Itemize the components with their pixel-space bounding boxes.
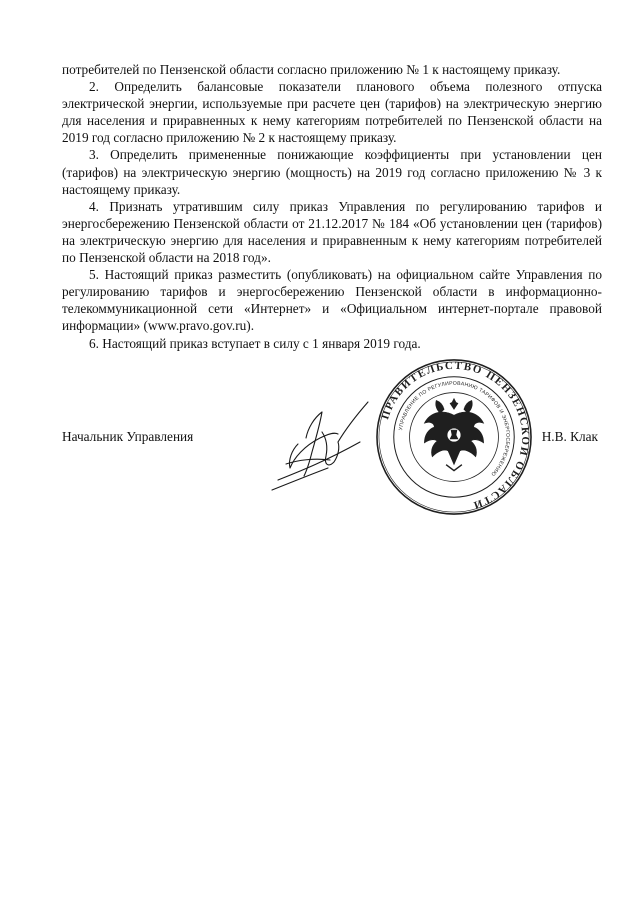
paragraph-item-4: 4. Признать утратившим силу приказ Управления по регулированию тарифов и энергосбережению Пензенской области от 21.12.2017 № 184 «Об установлении цен (тарифов) на электрическую энергию для населения и приравненным к нему категориям потребителей по Пензенской области на 2018 год». [62, 198, 602, 266]
paragraph-item-3: 3. Определить примененные понижающие коэффициенты при установлении цен (тарифов) на электрическую энергию (мощность) на 2019 год согласно приложению № 3 к настоящему приказу. [62, 147, 602, 197]
signer-name: Н.В. Клак [541, 429, 598, 444]
paragraph-continuation: потребителей по Пензенской области согласно приложению № 1 к настоящему приказу. [62, 62, 561, 77]
signature-block [62, 428, 602, 448]
order-body [62, 61, 602, 352]
paragraph-item-6: 6. Настоящий приказ вступает в силу с 1 января 2019 года. [89, 335, 421, 351]
paragraph-item-2: 2. Определить балансовые показатели планового объема полезного отпуска электрической энергии, используемые при расчете цен (тарифов) на электрическую энергию для населения и приравненных к нему категориям потребителей по Пензенской области на 2019 год согласно приложению № 2 к настоящему приказу. [62, 79, 602, 146]
signer-position: Начальник Управления [62, 429, 194, 444]
seal-outer-text: ПРАВИТЕЛЬСТВО ПЕНЗЕНСКОЙ ОБЛАСТИ [379, 359, 532, 512]
seal-inner-text: УПРАВЛЕНИЕ ПО РЕГУЛИРОВАНИЮ ТАРИФОВ И ЭНЕРГОСБЕРЕЖЕНИЮ [398, 380, 511, 478]
paragraph-item-5: 5. Настоящий приказ разместить (опубликовать) на официальном сайте Управления по регулированию тарифов и энергосбережению Пензенской области в информационно-телекоммуникационной сети «Интернет» и «Официальном интернет-портале правовой информации» (www.pravo.gov.ru). [62, 267, 602, 334]
